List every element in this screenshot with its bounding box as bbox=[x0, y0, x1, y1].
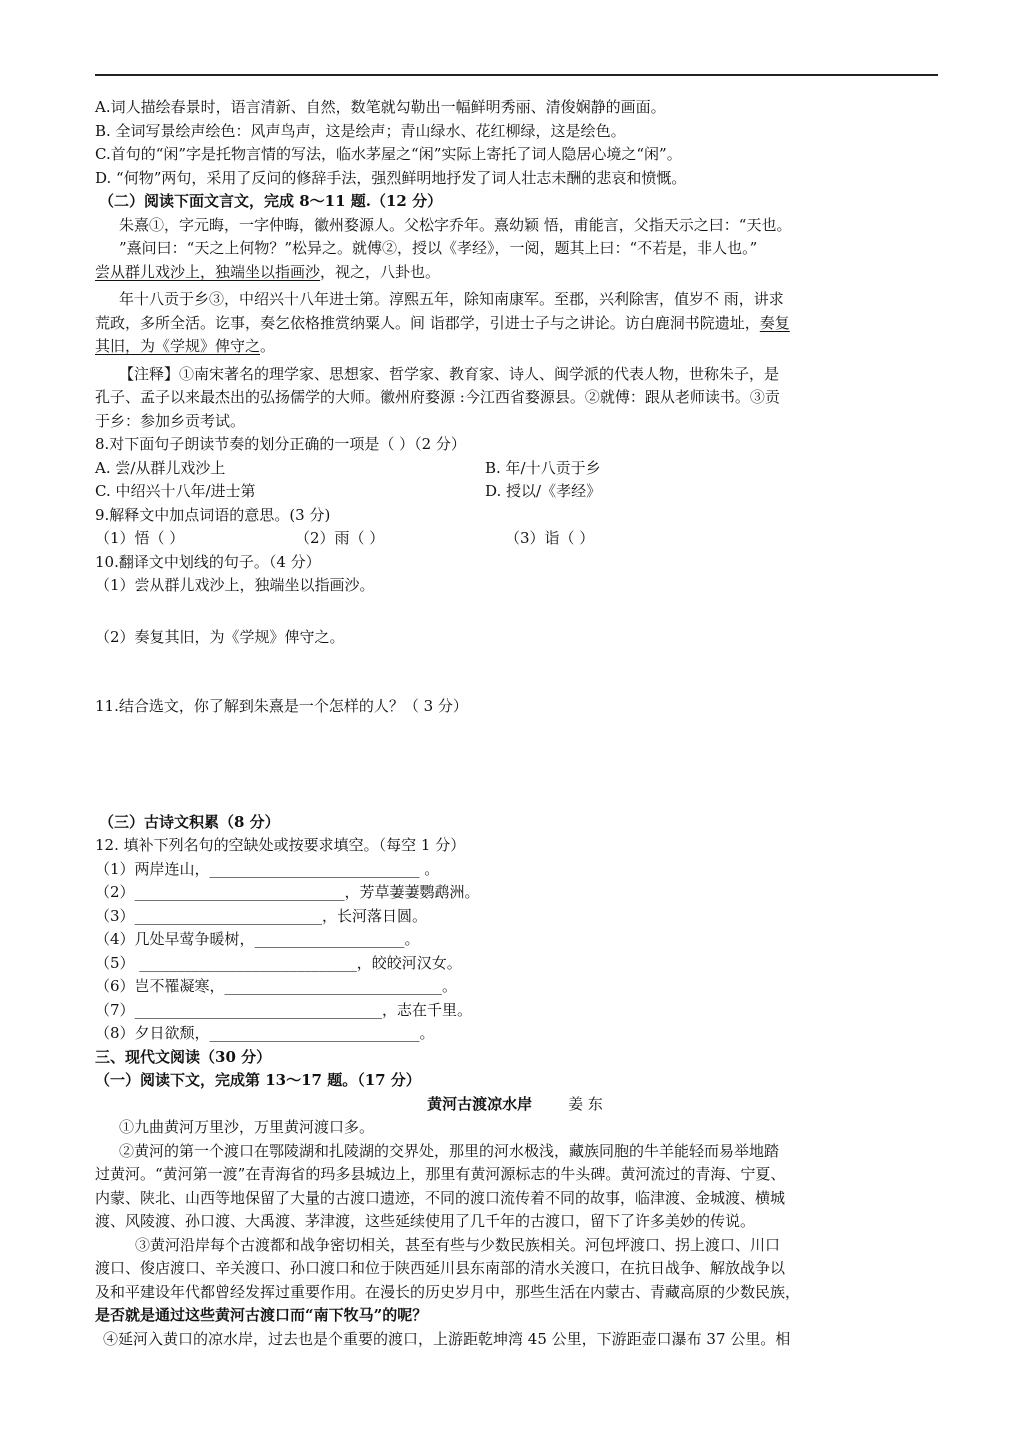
q8-option-a: A. 尝/从群儿戏沙上 bbox=[95, 458, 226, 477]
part3-subheading: （一）阅读下文，完成第 13～17 题。（17 分） bbox=[95, 1071, 421, 1089]
q7-option-c: C.首句的“闲”字是托物言情的写法，临水茅屋之“闲”实际上寄托了词人隐居心境之“闲”。 bbox=[95, 145, 682, 163]
q9-item-2: （2）雨（ ） bbox=[295, 529, 385, 547]
answer-space bbox=[95, 598, 935, 626]
part3-heading: 三、现代文阅读（30 分） bbox=[95, 1047, 272, 1066]
classical-p2-line2 bbox=[95, 312, 935, 336]
q12-line-3: （3）_________________________，长河落日圆。 bbox=[95, 906, 428, 925]
q8-option-c: C. 中绍兴十八年/进士第 bbox=[95, 482, 256, 500]
q12-line-2: （2）____________________________，芳草萋萋鹦鹉洲。 bbox=[95, 883, 480, 901]
q8-stem: 8.对下面句子朗读节奏的划分正确的一项是（ ）（2 分） bbox=[95, 435, 466, 453]
article-p1: ①九曲黄河万里沙，万里黄河渡口多。 bbox=[119, 1118, 375, 1136]
q9-item-3: （3）诣（ ） bbox=[505, 529, 595, 547]
answer-space bbox=[95, 719, 935, 811]
q8-options-row2 bbox=[95, 480, 935, 504]
classical-p1-line1: 朱熹①，字元晦，一字仲晦，徽州婺源人。父松字乔年。熹幼颖 悟，甫能言，父指天示之曰：“天也。 bbox=[119, 215, 792, 234]
q12-line-7: （7）_________________________________，志在千里。 bbox=[95, 1000, 473, 1019]
underlined-sentence-1: 尝从群儿戏沙上，独端坐以指画沙 bbox=[95, 262, 321, 281]
article-title-line bbox=[95, 1093, 935, 1117]
article-p2-line4: 渡、风陵渡、孙口渡、大禹渡、茅津渡，这些延续使用了几千年的古渡口，留下了许多美妙的传说。 bbox=[95, 1212, 756, 1230]
q12-stem: 12. 填补下列名句的空缺处或按要求填空。（每空 1 分） bbox=[95, 836, 466, 854]
article-title: 黄河古渡凉水岸 bbox=[427, 1094, 533, 1113]
classical-p1-line2: ”熹问曰：“天之上何物？”松异之。就傅②，授以《孝经》，一阅，题其上曰：“不若是，非人也。” bbox=[119, 239, 758, 257]
notes-line2: 孔子、孟子以来最杰出的弘扬儒学的大师。徽州府婺源 :今江西省婺源县。②就傅：跟从老师读书。③贡 bbox=[95, 388, 780, 406]
classical-p2-line1: 年十八贡于乡③，中绍兴十八年进士第。淳熙五年，除知南康军。至郡，兴利除害，值岁不 雨，讲求 bbox=[119, 290, 784, 308]
q9-stem: 9.解释文中加点词语的意思。(3 分) bbox=[95, 505, 331, 524]
article-p2-line1: ②黄河的第一个渡口在鄂陵湖和扎陵湖的交界处，那里的河水极浅，藏族同胞的牛羊能轻而易举地踏 bbox=[119, 1141, 780, 1160]
notes-line1: 【注释】①南宋著名的理学家、思想家、哲学家、教育家、诗人、闽学派的代表人物，世称朱子，是 bbox=[119, 364, 780, 383]
underlined-sentence-2a: 奏复 bbox=[759, 313, 790, 332]
q9-item-1: （1）悟（ ） bbox=[95, 529, 185, 547]
q12-line-1: （1）两岸连山，____________________________ 。 bbox=[95, 859, 440, 878]
notes-line3: 于乡：参加乡贡考试。 bbox=[95, 411, 246, 430]
q8-option-d: D. 授以/《孝经》 bbox=[485, 482, 602, 500]
classical-p1-line3 bbox=[95, 261, 935, 285]
q12-line-8: （8）夕日欲颓，____________________________。 bbox=[95, 1024, 435, 1042]
article-p3-line2: 渡口、俊店渡口、辛关渡口、孙口渡口和位于陕西延川县东南部的清水关渡口，在抗日战争、解放战争以 bbox=[95, 1259, 786, 1277]
underlined-sentence-2b: 其旧，为《学规》俾守之 bbox=[95, 337, 261, 355]
article-p2-line2: 过黄河。“黄河第一渡”在青海省的玛多县城边上，那里有黄河源标志的牛头碑。黄河流过的青海、宁夏、 bbox=[95, 1165, 786, 1183]
q8-options-row1 bbox=[95, 457, 935, 481]
article-p3-line1: ③黄河沿岸每个古渡都和战争密切相关，甚至有些与少数民族相关。河包坪渡口、拐上渡口、川口 bbox=[135, 1235, 781, 1254]
exam-page bbox=[95, 96, 935, 1351]
classical-p2-line3 bbox=[95, 335, 935, 359]
q9-items bbox=[95, 527, 935, 551]
header-rule bbox=[95, 74, 938, 76]
q10-stem: 10.翻译文中划线的句子。（4 分） bbox=[95, 552, 321, 571]
article-p3-line4: 是否就是通过这些黄河古渡口而“南下牧马”的呢？ bbox=[95, 1306, 428, 1324]
q7-option-d: D. “何物”两句，采用了反问的修辞手法，强烈鲜明地抒发了词人壮志未酬的悲哀和愤慨。 bbox=[95, 168, 687, 187]
answer-space bbox=[95, 649, 935, 695]
q10-sentence-2: （2）奏复其旧，为《学规》俾守之。 bbox=[95, 627, 345, 646]
article-p3-line3: 及和平建设年代都曾经发挥过重要作用。在漫长的历史岁月中，那些生活在内蒙古、青藏高原的少数民族， bbox=[95, 1282, 801, 1301]
q8-option-b: B. 年/十八贡于乡 bbox=[485, 458, 601, 477]
q12-line-5: （5） _____________________________，皎皎河汉女。 bbox=[95, 953, 462, 972]
q11-stem: 11.结合选文，你了解到朱熹是一个怎样的人？（ 3 分） bbox=[95, 697, 468, 715]
article-author: 姜 东 bbox=[568, 1094, 603, 1113]
section2-heading: （二）阅读下面文言文，完成 8～11 题.（12 分） bbox=[99, 192, 443, 210]
q7-option-b: B. 全词写景绘声绘色：风声鸟声，这是绘声；青山绿水、花红柳绿，这是绘色。 bbox=[95, 121, 626, 140]
article-p2-line3: 内蒙、陕北、山西等地保留了大量的古渡口遗迹，不同的渡口流传着不同的故事，临津渡、金城渡、横城 bbox=[95, 1188, 786, 1207]
classical-p1-line3-rest: ，视之，八卦也。 bbox=[320, 262, 441, 281]
classical-p2-line3-rest: 。 bbox=[260, 337, 276, 355]
section3-heading: （三）古诗文积累（8 分） bbox=[99, 812, 280, 831]
q10-sentence-1: （1）尝从群儿戏沙上，独端坐以指画沙。 bbox=[95, 576, 375, 594]
q12-line-6: （6）岂不罹凝寒，_____________________________。 bbox=[95, 977, 458, 995]
q12-line-4: （4）几处早莺争暖树，____________________。 bbox=[95, 930, 420, 948]
article-p4-line1: ④延河入黄口的凉水岸，过去也是个重要的渡口，上游距乾坤湾 45 公里，下游距壶口瀑布 37 公里。相 bbox=[103, 1329, 791, 1348]
q7-option-a: A.词人描绘春景时，语言清新、自然，数笔就勾勒出一幅鲜明秀丽、清俊娴静的画面。 bbox=[95, 98, 666, 116]
classical-p2-line2-text: 荒政，多所全活。讫事，奏乞依格推赏纳粟人。间 诣郡学，引进士子与之讲论。访白鹿洞书院遗址， bbox=[95, 313, 760, 332]
